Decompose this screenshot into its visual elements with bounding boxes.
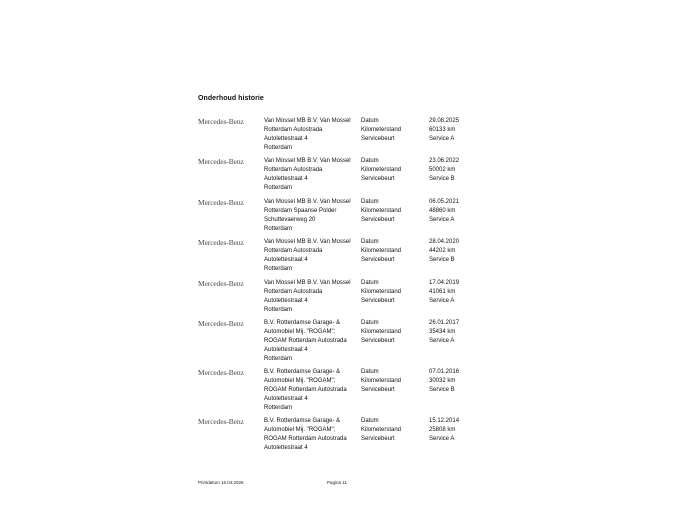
dealer-address-line: Rotterdam Autostrada [264, 289, 323, 295]
dealer-address-line: Automobiel Mij. "ROGAM"; [264, 378, 336, 384]
field-values [429, 157, 459, 184]
dealer-address-line: B.V. Rotterdamse Garage- & [264, 320, 341, 326]
dealer-address-line: Rotterdam [264, 185, 293, 191]
field-values-line: 06.05.2021 [429, 199, 460, 205]
field-values-line: 07.01.2016 [429, 369, 460, 375]
field-labels-line: Servicebeurt [361, 257, 395, 263]
field-values-line: 25808 km [429, 427, 456, 433]
field-values-line: Service B [429, 176, 455, 182]
dealer-address-line: Automobiel Mij. "ROGAM"; [264, 329, 336, 335]
print-date: Printdatum 16.04.2026 [198, 480, 244, 485]
dealer-address [264, 417, 347, 453]
field-labels-line: Servicebeurt [361, 387, 395, 393]
section-title: Onderhoud historie [198, 95, 264, 102]
dealer-address-line: Van Mossel MB B.V. Van Mossel [264, 280, 351, 286]
field-labels-line: Kilometerstand [361, 329, 402, 335]
dealer-address-line: Rotterdam [264, 405, 293, 411]
field-values-line: Service B [429, 257, 455, 263]
brand-logo: Mercedes-Benz [198, 198, 244, 207]
field-values [429, 417, 459, 444]
dealer-address-line: Rotterdam Autostrada [264, 127, 323, 133]
dealer-address-line: Rotterdam [264, 145, 293, 151]
field-labels [361, 238, 401, 265]
field-values-line: Service A [429, 136, 455, 142]
brand-logo: Mercedes-Benz [198, 279, 244, 288]
dealer-address-line: Rotterdam Autostrada [264, 248, 323, 254]
dealer-address [264, 319, 347, 364]
brand-logo: Mercedes-Benz [198, 117, 244, 126]
brand-logo: Mercedes-Benz [198, 157, 244, 166]
dealer-address-line: Autolettestraat 4 [264, 176, 308, 182]
dealer-address-line: Schuttevaerweg 20 [264, 217, 316, 223]
field-labels-line: Servicebeurt [361, 136, 395, 142]
dealer-address-line: Automobiel Mij. "ROGAM"; [264, 427, 336, 433]
field-values-line: 28.04.2020 [429, 239, 460, 245]
dealer-address-line: ROGAM Rotterdam Autostrada [264, 387, 347, 393]
dealer-address-line: Rotterdam [264, 307, 293, 313]
field-values-line: 30032 km [429, 378, 456, 384]
field-values-line: 44202 km [429, 248, 456, 254]
field-labels-line: Datum [361, 320, 379, 326]
dealer-address [264, 198, 351, 234]
dealer-address-line: ROGAM Rotterdam Autostrada [264, 338, 347, 344]
field-values-line: 50002 km [429, 167, 456, 173]
dealer-address-line: Rotterdam [264, 356, 293, 362]
field-labels [361, 319, 401, 346]
dealer-address-line: Autolettestraat 4 [264, 257, 308, 263]
dealer-address-line: Rotterdam Autostrada [264, 167, 323, 173]
field-values [429, 117, 459, 144]
field-values-line: Service A [429, 217, 455, 223]
field-values [429, 238, 459, 265]
dealer-address-line: Autolettestraat 4 [264, 445, 308, 451]
field-values-line: Service A [429, 338, 455, 344]
field-labels-line: Datum [361, 418, 379, 424]
field-values-line: 15.12.2014 [429, 418, 460, 424]
field-values-line: 41061 km [429, 289, 456, 295]
dealer-address [264, 157, 351, 193]
field-labels-line: Servicebeurt [361, 298, 395, 304]
field-labels-line: Kilometerstand [361, 289, 402, 295]
page-number: Pagina 11 [327, 480, 347, 485]
brand-logo: Mercedes-Benz [198, 238, 244, 247]
field-values-line: Service B [429, 387, 455, 393]
field-labels-line: Datum [361, 158, 379, 164]
field-values-line: 26.01.2017 [429, 320, 460, 326]
field-labels-line: Servicebeurt [361, 176, 395, 182]
field-values-line: 17.04.2019 [429, 280, 460, 286]
field-labels-line: Kilometerstand [361, 248, 402, 254]
field-labels [361, 117, 401, 144]
dealer-address [264, 368, 347, 413]
field-values-line: 29.08.2025 [429, 118, 460, 124]
field-labels [361, 279, 401, 306]
field-labels-line: Datum [361, 369, 379, 375]
field-labels-line: Kilometerstand [361, 208, 402, 214]
field-values-line: 35434 km [429, 329, 456, 335]
dealer-address [264, 117, 351, 153]
field-values [429, 319, 459, 346]
dealer-address-line: Autolettestraat 4 [264, 347, 308, 353]
field-values-line: Service A [429, 436, 455, 442]
field-labels-line: Datum [361, 280, 379, 286]
dealer-address-line: Rotterdam [264, 226, 293, 232]
field-labels-line: Kilometerstand [361, 427, 402, 433]
dealer-address-line: Autolettestraat 4 [264, 298, 308, 304]
dealer-address [264, 238, 351, 274]
field-labels-line: Datum [361, 199, 379, 205]
field-values [429, 279, 459, 306]
field-values-line: 48860 km [429, 208, 456, 214]
dealer-address-line: Van Mossel MB B.V. Van Mossel [264, 199, 351, 205]
field-labels-line: Datum [361, 239, 379, 245]
field-labels-line: Datum [361, 118, 379, 124]
field-labels [361, 368, 401, 395]
dealer-address-line: Autolettestraat 4 [264, 136, 308, 142]
field-labels-line: Kilometerstand [361, 127, 402, 133]
field-labels-line: Servicebeurt [361, 338, 395, 344]
dealer-address-line: Van Mossel MB B.V. Van Mossel [264, 158, 351, 164]
field-values [429, 198, 459, 225]
dealer-address-line: B.V. Rotterdamse Garage- & [264, 369, 341, 375]
dealer-address-line: B.V. Rotterdamse Garage- & [264, 418, 341, 424]
field-labels [361, 198, 401, 225]
dealer-address [264, 279, 351, 315]
field-labels-line: Servicebeurt [361, 436, 395, 442]
field-labels-line: Servicebeurt [361, 217, 395, 223]
dealer-address-line: ROGAM Rotterdam Autostrada [264, 436, 347, 442]
field-values-line: Service A [429, 298, 455, 304]
field-labels [361, 157, 401, 184]
field-labels [361, 417, 401, 444]
dealer-address-line: Autolettestraat 4 [264, 396, 308, 402]
dealer-address-line: Rotterdam Spaanse Polder [264, 208, 337, 214]
field-labels-line: Kilometerstand [361, 167, 402, 173]
field-values [429, 368, 459, 395]
field-labels-line: Kilometerstand [361, 378, 402, 384]
field-values-line: 23.06.2022 [429, 158, 460, 164]
brand-logo: Mercedes-Benz [198, 417, 244, 426]
dealer-address-line: Van Mossel MB B.V. Van Mossel [264, 118, 351, 124]
dealer-address-line: Van Mossel MB B.V. Van Mossel [264, 239, 351, 245]
brand-logo: Mercedes-Benz [198, 319, 244, 328]
brand-logo: Mercedes-Benz [198, 368, 244, 377]
dealer-address-line: Rotterdam [264, 266, 293, 272]
field-values-line: 60133 km [429, 127, 456, 133]
